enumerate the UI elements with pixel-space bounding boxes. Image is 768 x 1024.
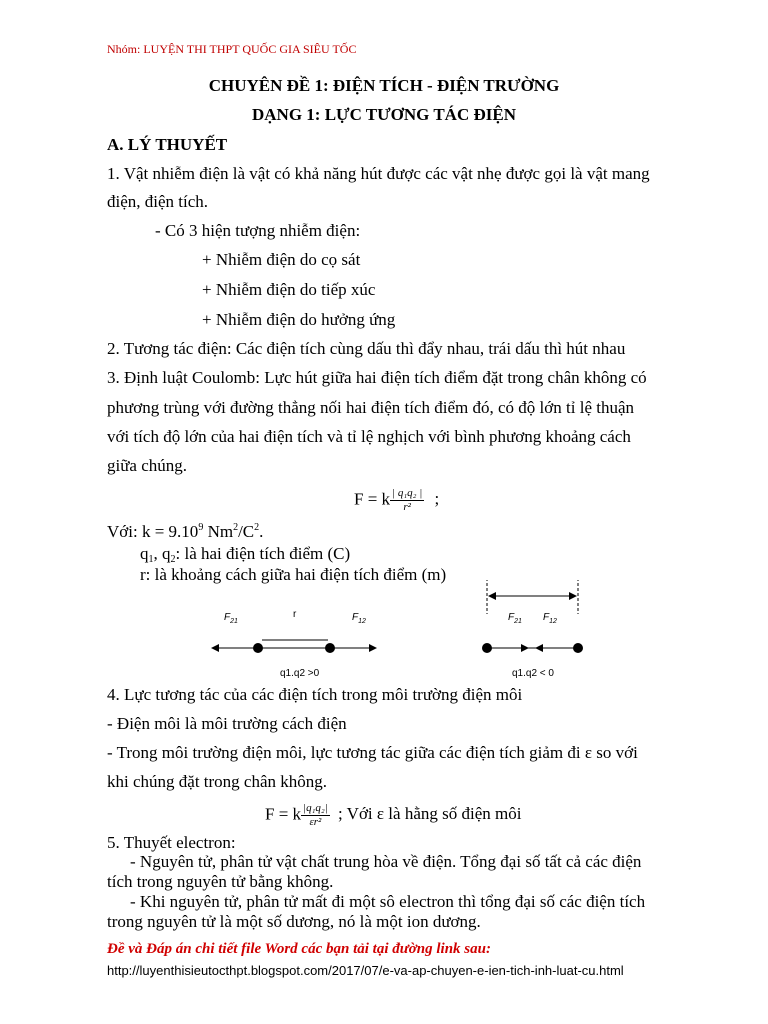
k-unit-exp1: 2 (233, 522, 239, 533)
constant-k (107, 523, 263, 540)
p4-line2: - Trong môi trường điện môi, lực tương tác giữa các điện tích giảm đi ε so với (107, 743, 638, 762)
p1-line1: 1. Vật nhiễm điện là vật có khả năng hút được các vật nhẹ được gọi là vật mang (107, 164, 650, 183)
formula-denominator: r² (403, 501, 411, 513)
k-unit-exp2: 2 (254, 522, 260, 533)
distance-label: r (293, 609, 297, 620)
p3-line1: 3. Định luật Coulomb: Lực hút giữa hai điện tích điểm đặt trong chân không có (107, 368, 647, 387)
force12-label: $F_{12}$ (352, 612, 366, 625)
topic-title: CHUYÊN ĐỀ 1: ĐIỆN TÍCH - ĐIỆN TRƯỜNG (208, 76, 560, 95)
q2-symbol: , q (153, 544, 171, 563)
k-end: . (259, 522, 264, 541)
k-unit2: /C (238, 522, 255, 541)
download-link[interactable]: http://luyenthisieutocthpt.blogspot.com/2017/07/e-va-ap-chuyen-e-ien-tich-inh-luat-cu.html (107, 963, 624, 978)
p1-intro: - Có 3 hiện tượng nhiễm điện: (155, 221, 361, 240)
q1-symbol: q (140, 544, 149, 563)
dielectric-fraction (301, 803, 330, 828)
charge-q2-dot (325, 643, 335, 653)
charge-q1-dot (253, 643, 263, 653)
charges-definition (140, 544, 351, 565)
p3-line4: giữa chúng. (107, 456, 188, 475)
dielectric-formula (265, 803, 521, 828)
p4-title: 4. Lực tương tác của các điện tích trong môi trường điện môi (107, 685, 523, 704)
repulsion-diagram (212, 609, 376, 679)
p1-line2: điện, điện tích. (107, 192, 209, 211)
force12-label-attract: $F_{12}$ (543, 612, 557, 625)
dielectric-formula-lhs: F = k (265, 804, 302, 824)
p2-text: 2. Tương tác điện: Các điện tích cùng dấu thì đẩy nhau, trái dấu thì hút nhau (107, 339, 626, 358)
formula-fraction (390, 488, 424, 513)
dielectric-numerator: |q₁q₂| (303, 802, 328, 814)
form-title: DẠNG 1: LỰC TƯƠNG TÁC ĐIỆN (252, 105, 516, 124)
k-label: Với: k = 9.10 (107, 522, 199, 541)
p1-item-contact: + Nhiễm điện do tiếp xúc (202, 280, 376, 299)
charge-q1-dot-attract (482, 643, 492, 653)
p3-line3: với tích độ lớn của hai điện tích và tỉ lệ nghịch với bình phương khoảng cách (107, 427, 631, 446)
attraction-diagram (482, 580, 583, 679)
distance-definition: r: là khoảng cách giữa hai điện tích điểm (m) (140, 565, 447, 584)
formula-numerator: | q₁q₂ | (392, 487, 423, 499)
dielectric-denominator: εr² (309, 816, 322, 828)
q2-subscript: 2 (170, 554, 176, 565)
p1-item-induction: + Nhiễm điện do hưởng ứng (202, 310, 396, 329)
p5-line4: trong nguyên tử là một số dương, nó là một ion dương. (107, 912, 481, 931)
p4-line1: - Điện môi là môi trường cách điện (107, 714, 347, 733)
q1-subscript: 1 (148, 554, 154, 565)
p5-title: 5. Thuyết electron: (107, 833, 236, 852)
k-unit: Nm (203, 522, 234, 541)
force-diagrams (210, 580, 590, 680)
repulsion-condition: q1.q2 >0 (280, 668, 320, 679)
download-note: Đề và Đáp án chi tiết file Word các bạn tải tại đường link sau: (107, 941, 491, 957)
coulomb-formula (354, 488, 439, 513)
p5-line2: tích trong nguyên tử bằng không. (107, 872, 334, 891)
charge-q2-dot-attract (573, 643, 583, 653)
p5-line1: - Nguyên tử, phân tử vật chất trung hòa về điện. Tổng đại số tất cả các điện (130, 852, 642, 871)
force21-label-attract: $F_{21}$ (508, 612, 522, 625)
attraction-condition: q1.q2 < 0 (512, 668, 554, 679)
p4-line3: khi chúng đặt trong chân không. (107, 772, 328, 791)
k-exponent: 9 (198, 522, 204, 533)
formula-tail: ; (434, 489, 440, 509)
charges-def-text: : là hai điện tích điểm (C) (175, 544, 351, 563)
force21-label: $F_{21}$ (224, 612, 238, 625)
p3-line2: phương trùng với đường thẳng nối hai điện tích điểm đó, có độ lớn tỉ lệ thuận (107, 398, 635, 417)
section-theory-heading: A. LÝ THUYẾT (107, 135, 228, 154)
formula-lhs: F = k (354, 489, 391, 509)
group-header: Nhóm: LUYỆN THI THPT QUỐC GIA SIÊU TỐC (107, 42, 357, 56)
dielectric-formula-tail: ; Với ε là hằng số điện môi (338, 804, 522, 824)
p5-line3: - Khi nguyên tử, phân tử mất đi một sô electron thì tổng đại số các điện tích (130, 892, 646, 911)
p1-item-rubbing: + Nhiễm điện do cọ sát (202, 250, 361, 269)
